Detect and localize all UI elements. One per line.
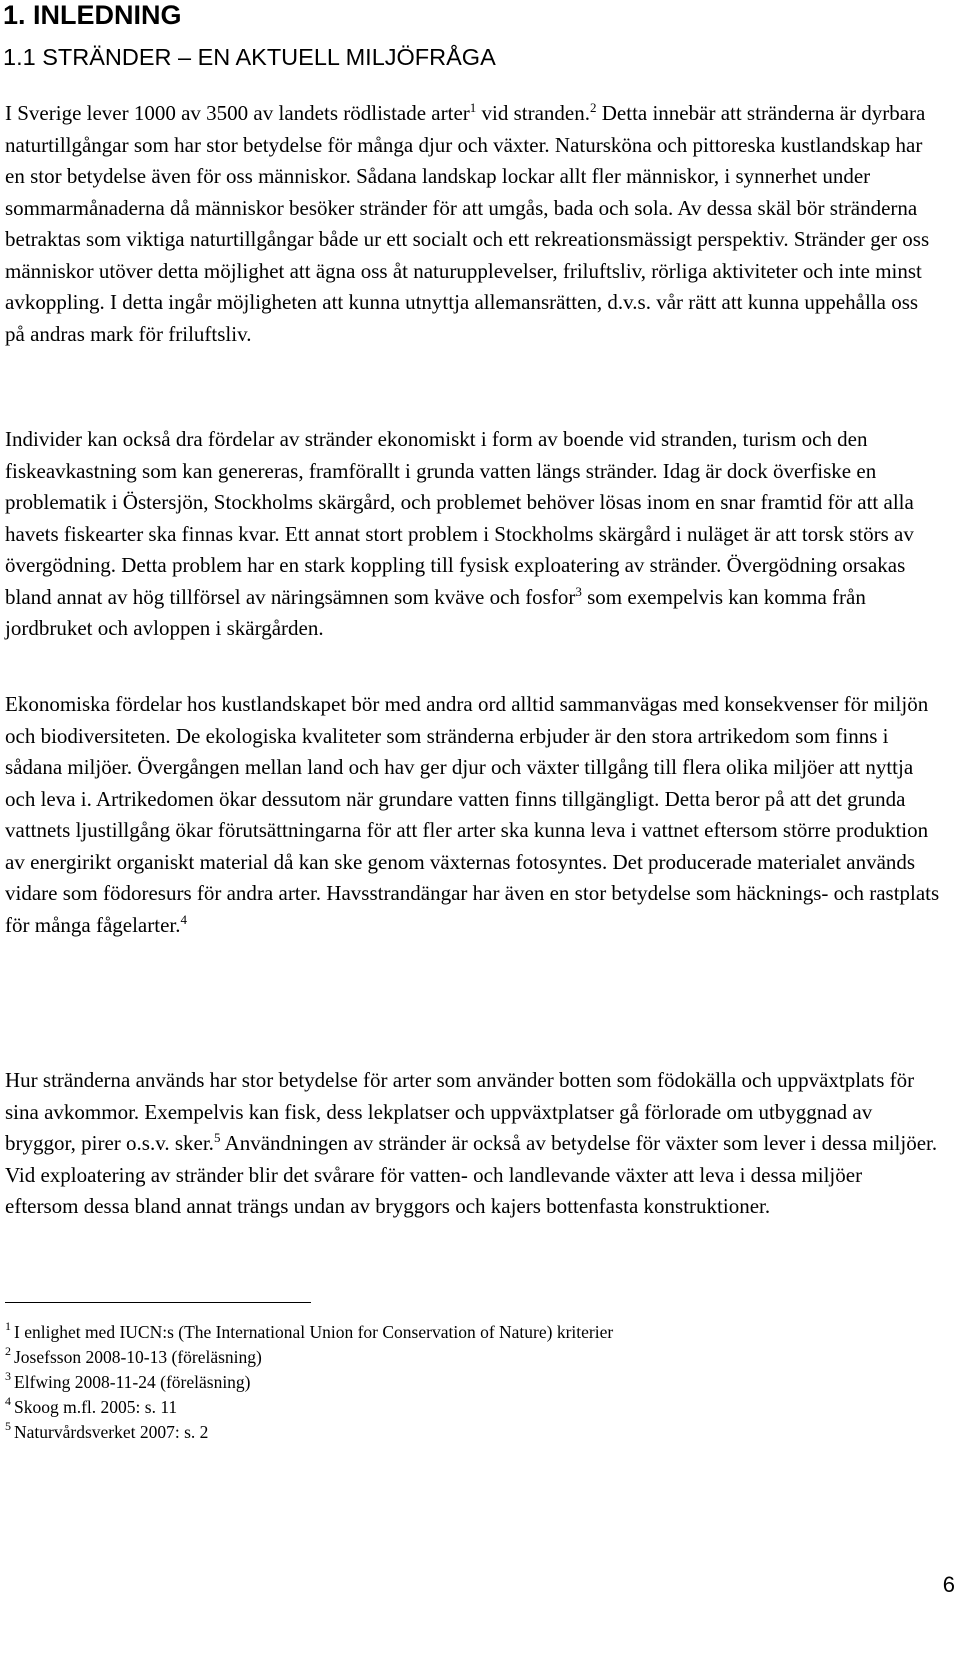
footnote-reference: 2 — [590, 100, 597, 115]
paragraph-text: Ekonomiska fördelar hos kustlandskapet bör med andra ord alltid sammanvägas med konsekvenser för miljön och biodiversiteten. De ekologiska kvaliteter som stränderna erbjuder är den stora artrikedom som finns i sådana miljöer. Övergången mellan land och hav ger djur och växter tillgång till flera olika miljöer att nyttja och leva i. Artrikedomen ökar dessutom när grundare vatten finns tillgängligt. Detta beror på att det grunda vattnets ljustillgång ökar förutsättningarna för att fler arter ska kunna leva i vattnet eftersom större produktion av energirikt organiskt material då kan ske genom växternas fotosyntes. Det producerade materialet används vidare som födoresurs för andra arter. Havsstrandängar har även en stor betydelse som häcknings- och rastplats för många fågelarter. — [5, 692, 940, 937]
paragraph-text: Användningen av stränder är också av betydelse för växter som lever i dessa miljöer. Vid exploatering av stränder blir det svårare för vatten- och landlevande växter att leva i dessa miljöer eftersom dessa bland annat trängs undan av bryggors och kajers bottenfasta konstruktioner. — [5, 1131, 938, 1218]
footnote-reference: 4 — [180, 911, 187, 927]
footnote — [5, 1370, 613, 1395]
footnote-reference: 3 — [575, 583, 582, 599]
paragraph — [5, 689, 940, 941]
footnote-text: Elfwing 2008-11-24 (föreläsning) — [14, 1372, 251, 1392]
footnote — [5, 1345, 613, 1370]
footnote-text: Naturvårdsverket 2007: s. 2 — [14, 1422, 209, 1442]
paragraph — [5, 98, 940, 350]
footnote-text: I enlighet med IUCN:s (The International Union for Conservation of Nature) kriterier — [14, 1322, 614, 1342]
footnote-number: 5 — [5, 1419, 11, 1433]
footnote — [5, 1395, 613, 1420]
footnote-number: 3 — [5, 1369, 11, 1383]
footnote-reference: 1 — [469, 100, 477, 115]
footnote-list — [5, 1320, 613, 1445]
paragraph-text: I Sverige lever 1000 av 3500 av landets rödlistade arter — [5, 101, 470, 125]
footnote-text: Skoog m.fl. 2005: s. 11 — [14, 1397, 178, 1417]
footnote — [5, 1420, 613, 1445]
footnote-number: 2 — [5, 1344, 11, 1358]
footnote-reference: 5 — [213, 1130, 221, 1145]
paragraph — [5, 424, 940, 645]
page-number: 6 — [942, 1572, 955, 1597]
footnote-text: Josefsson 2008-10-13 (föreläsning) — [14, 1347, 262, 1367]
chapter-heading: 1. INLEDNING — [3, 0, 182, 30]
paragraph-text: Hur stränderna används har stor betydelse för arter som använder botten som födokälla och uppväxtplats för sina avkommor. Exempelvis kan fisk, dess lekplatser och uppväxtplatser gå förlorade om utbyggnad av bryggor, pirer o.s.v. sker. — [5, 1068, 915, 1155]
footnote-separator — [5, 1302, 311, 1303]
paragraph-text: som exempelvis kan komma från jordbruket och avloppen i skärgården. — [5, 584, 866, 640]
paragraph-text: Individer kan också dra fördelar av stränder ekonomiskt i form av boende vid stranden, turism och den fiskeavkastning som kan genereras, framförallt i grunda vatten längs stränder. Idag är dock överfiske en problematik i Östersjön, Stockholms skärgård, och problemet behöver lösas inom en snar framtid för att alla havets fiskearter ska finnas kvar. Ett annat stort problem i Stockholms skärgård i nuläget är att torsk störs av övergödning. Detta problem har en stark koppling till fysisk exploatering av stränder. Övergödning orsakas bland annat av hög tillförsel av näringsämnen som kväve och fosfor — [5, 427, 914, 609]
footnote-number: 1 — [5, 1319, 11, 1333]
footnote — [5, 1320, 613, 1345]
paragraph — [5, 1065, 940, 1223]
paragraph-text: Detta innebär att stränderna är dyrbara naturtillgångar som har stor betydelse för många djur och växter. Natursköna och pittoreska kustlandskap har en stor betydelse även för oss människor. Sådana landskap lockar allt fler människor, i synnerhet under sommarmånaderna då människor besöker stränder för att umgås, bada och sola. Av dessa skäl bör stränderna betraktas som viktiga naturtillgångar både ur ett socialt och ett rekreationsmässigt perspektiv. Stränder ger oss människor utöver detta möjlighet att ägna oss åt naturupplevelser, friluftsliv, rörliga aktiviteter och inte minst avkoppling. I detta ingår möjligheten att kunna utnyttja allemansrätten, d.v.s. vår rätt att kunna uppehålla oss på andras mark för friluftsliv. — [5, 101, 930, 346]
section-heading: 1.1 STRÄNDER – EN AKTUELL MILJÖFRÅGA — [3, 44, 496, 70]
footnote-number: 4 — [5, 1394, 11, 1408]
paragraph-text: vid stranden. — [476, 101, 590, 125]
